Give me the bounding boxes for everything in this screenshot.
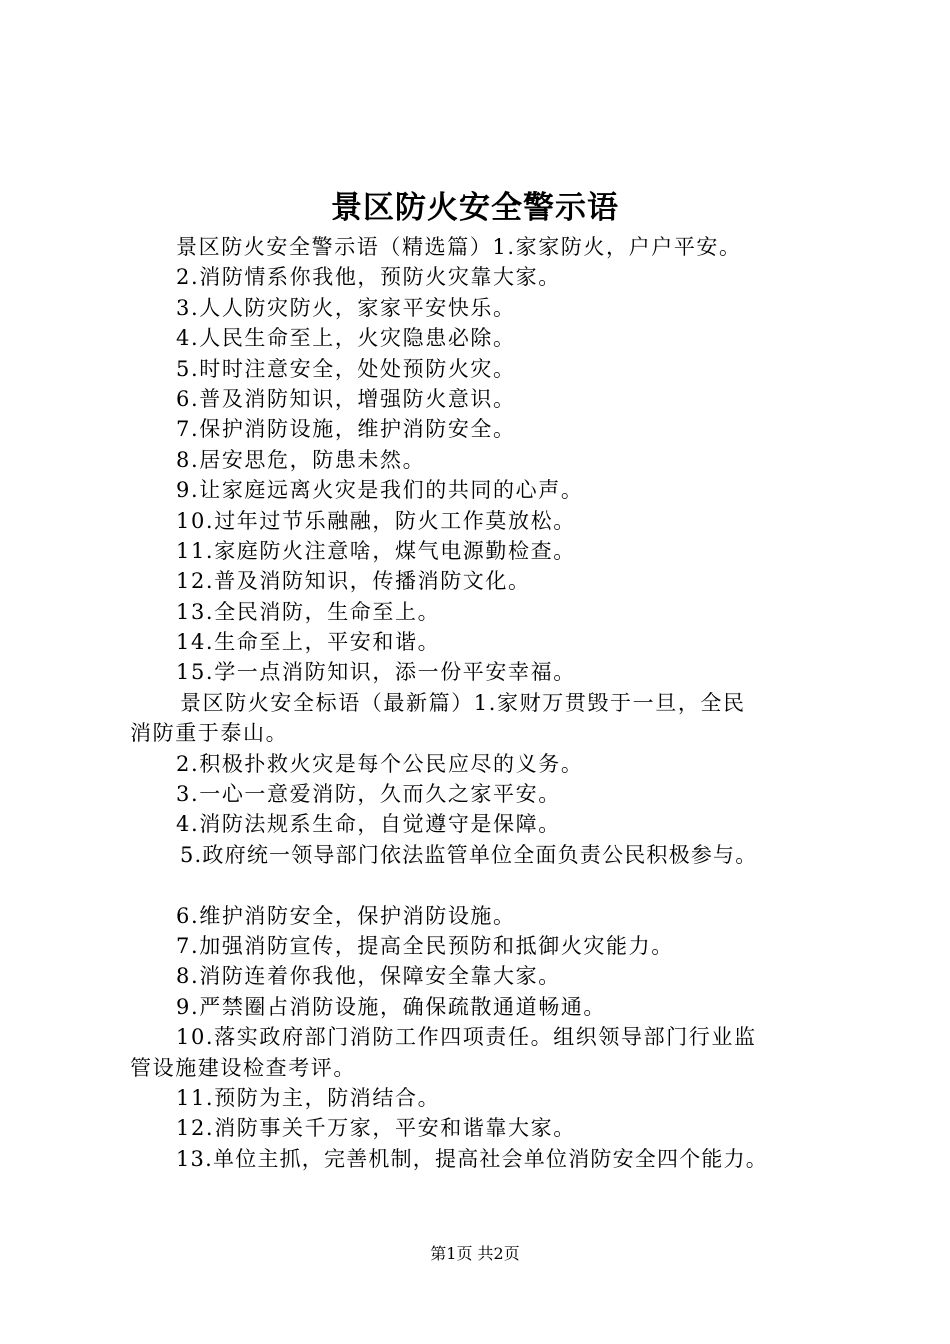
text-line: 10.落实政府部门消防工作四项责任。组织领导部门行业监 [176, 1025, 757, 1050]
text-line: 11.预防为主，防消结合。 [176, 1085, 441, 1110]
text-line: 4.人民生命至上，火灾隐患必除。 [176, 326, 516, 351]
blank-line [130, 870, 850, 900]
page-number-footer: 第1页 共2页 [430, 1244, 520, 1263]
document-body [130, 232, 850, 1174]
text-line: 11.家庭防火注意啥，煤气电源勤检查。 [176, 538, 576, 563]
text-line: 景区防火安全标语（最新篇）1.家财万贯毁于一旦，全民 [180, 690, 746, 715]
text-line: 14.生命至上，平安和谐。 [176, 630, 441, 655]
text-line: 管设施建设检查考评。 [130, 1055, 356, 1080]
text-line: 3.一心一意爱消防，久而久之家平安。 [176, 782, 561, 807]
text-line: 4.消防法规系生命，自觉遵守是保障。 [176, 812, 561, 837]
text-line: 7.加强消防宣传，提高全民预防和抵御火灾能力。 [176, 933, 674, 958]
text-line: 12.消防事关千万家，平安和谐靠大家。 [176, 1116, 576, 1141]
text-line: 8.消防连着你我他，保障安全靠大家。 [176, 964, 561, 989]
text-line: 13.全民消防，生命至上。 [176, 599, 441, 624]
text-line: 10.过年过节乐融融，防火工作莫放松。 [176, 508, 576, 533]
text-line: 景区防火安全警示语（精选篇）1.家家防火，户户平安。 [176, 235, 742, 259]
document-title: 景区防火安全警示语 [331, 190, 619, 226]
text-line: 13.单位主抓，完善机制，提高社会单位消防安全四个能力。 [176, 1146, 768, 1171]
text-line: 3.人人防灾防火，家家平安快乐。 [176, 295, 516, 320]
text-line: 7.保护消防设施，维护消防安全。 [176, 417, 516, 442]
text-line: 2.消防情系你我他，预防火灾靠大家。 [176, 265, 561, 290]
text-line: 6.普及消防知识，增强防火意识。 [176, 386, 516, 411]
text-line: 2.积极扑救火灾是每个公民应尽的义务。 [176, 751, 584, 776]
text-line: 5.时时注意安全，处处预防火灾。 [176, 356, 516, 381]
text-line: 12.普及消防知识，传播消防文化。 [176, 569, 531, 594]
text-line: 9.严禁圈占消防设施，确保疏散通道畅通。 [176, 994, 607, 1019]
text-line: 消防重于泰山。 [130, 721, 289, 746]
text-line: 15.学一点消防知识，添一份平安幸福。 [176, 660, 576, 685]
text-line: 8.居安思危，防患未然。 [176, 447, 426, 472]
text-line: 5.政府统一领导部门依法监管单位全面负责公民积极参与。 [180, 842, 758, 867]
text-line: 9.让家庭远离火灾是我们的共同的心声。 [176, 478, 584, 503]
text-line: 6.维护消防安全，保护消防设施。 [176, 903, 516, 928]
